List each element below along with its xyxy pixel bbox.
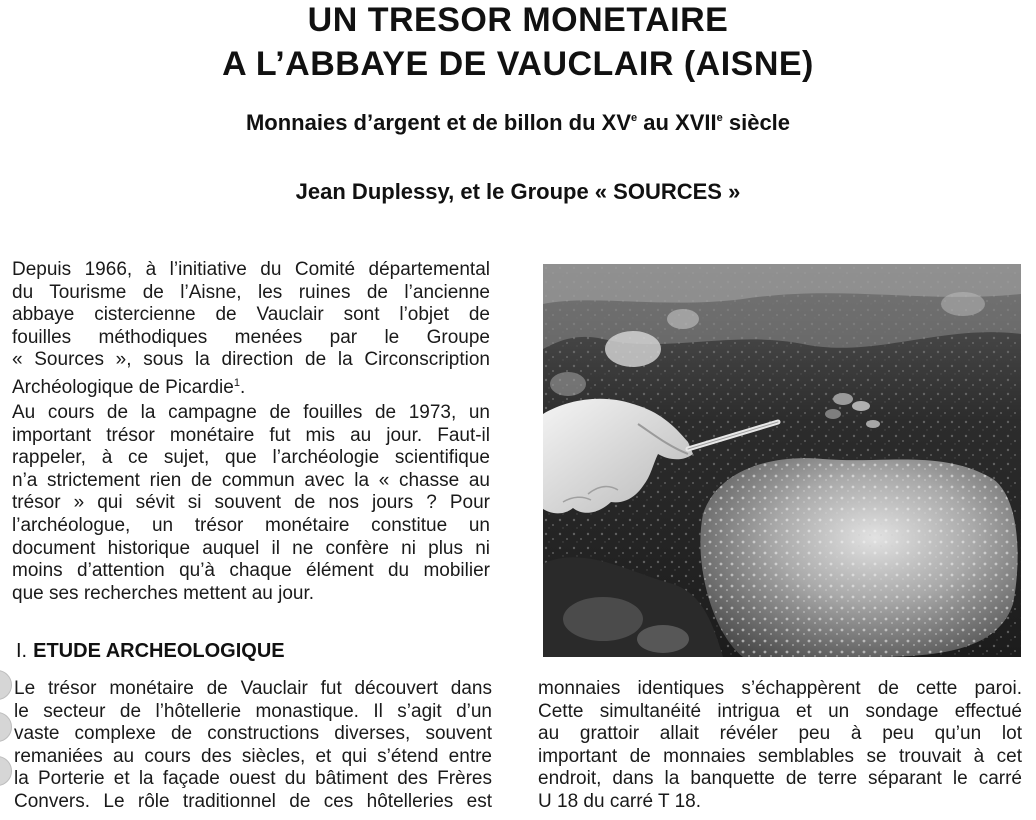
text-line: du Tourisme de l’Aisne, les ruines de l’ancienne [12,281,490,303]
intro-paragraph-1 [12,259,490,400]
text-line-end: . [239,376,246,398]
article-title-line-1: UN TRESOR MONETAIRE [307,1,729,39]
text-line: rappeler, à ce sujet, que l’archéologie scientifique [12,447,490,469]
text-line-content: Archéologique de Picardie [12,376,234,398]
text-line: vaste complexe de constructions diverses, souvent [14,723,492,745]
text-line: document historique auquel il ne confère ni plus ni [12,537,490,559]
section-title: ETUDE ARCHEOLOGIQUE [33,640,285,662]
text-line: Convers. Le rôle traditionnel de ces hôtelleries est [14,790,492,812]
subtitle-text-2: au XVII [637,110,717,135]
section-heading [16,639,285,663]
text-line: Le trésor monétaire de Vauclair fut découvert dans [14,678,492,699]
text-line: Depuis 1966, à l’initiative du Comité départemental [12,259,490,280]
section-number: I. [16,640,28,662]
text-line: fouilles méthodiques menées par le Groupe [12,326,490,348]
text-line: endroit, dans la banquette de terre séparant le carré [538,768,1022,790]
text-line: n’a strictement rien de commun avec la « chasse au [12,469,490,491]
article-title-line-2: A L’ABBAYE DE VAUCLAIR (AISNE) [222,45,814,83]
right-column-paragraph [538,678,1022,814]
text-line: important trésor monétaire fut mis au jour. Faut-il [12,424,490,446]
text-line: abbaye cistercienne de Vauclair sont l’objet de [12,304,490,326]
article-authors: Jean Duplessy, et le Groupe « SOURCES » [295,179,741,204]
text-line: trésor » qui sévit si souvent de nos jours ? Pour [12,492,490,514]
subtitle-superscript-1: e [631,112,638,124]
footnote-marker: 1 [233,376,240,389]
binding-hole [0,712,12,742]
subtitle-text-1: Monnaies d’argent et de billon du XV [245,110,632,135]
text-line: « Sources », sous la direction de la Circonscription [12,349,490,371]
excavation-photo [543,264,1021,657]
text-line [12,372,490,400]
text-line: Au cours de la campagne de fouilles de 1973, un [12,402,490,423]
text-line: important de monnaies semblables se trouvait à cet [538,745,1022,767]
text-line: moins d’attention qu’à chaque élément du mobilier [12,560,490,582]
subtitle-superscript-2: e [716,112,723,124]
article-subtitle [0,104,1036,137]
binding-hole [0,756,12,786]
binding-hole [0,670,12,700]
text-line: le secteur de l’hôtellerie monastique. Il s’agit d’un [14,700,492,722]
intro-paragraph-2 [12,402,490,605]
text-line: au grattoir allait révéler peu à peu qu’un lot [538,723,1022,745]
section-paragraph [14,678,492,814]
text-line: U 18 du carré T 18. [538,790,702,812]
text-line: remaniées au cours des siècles, et qui s’étend entre [14,745,492,767]
text-line: que ses recherches mettent au jour. [12,582,315,604]
text-line: l’archéologue, un trésor monétaire constitue un [12,514,490,536]
text-line: la Porterie et la façade ouest du bâtiment des Frères [14,768,492,790]
subtitle-text-3: siècle [722,110,791,135]
text-line: monnaies identiques s’échappèrent de cette paroi. [538,678,1022,699]
excavation-photo-graphic [543,264,1021,657]
text-line: Cette simultanéité intrigua et un sondage effectué [538,700,1022,722]
